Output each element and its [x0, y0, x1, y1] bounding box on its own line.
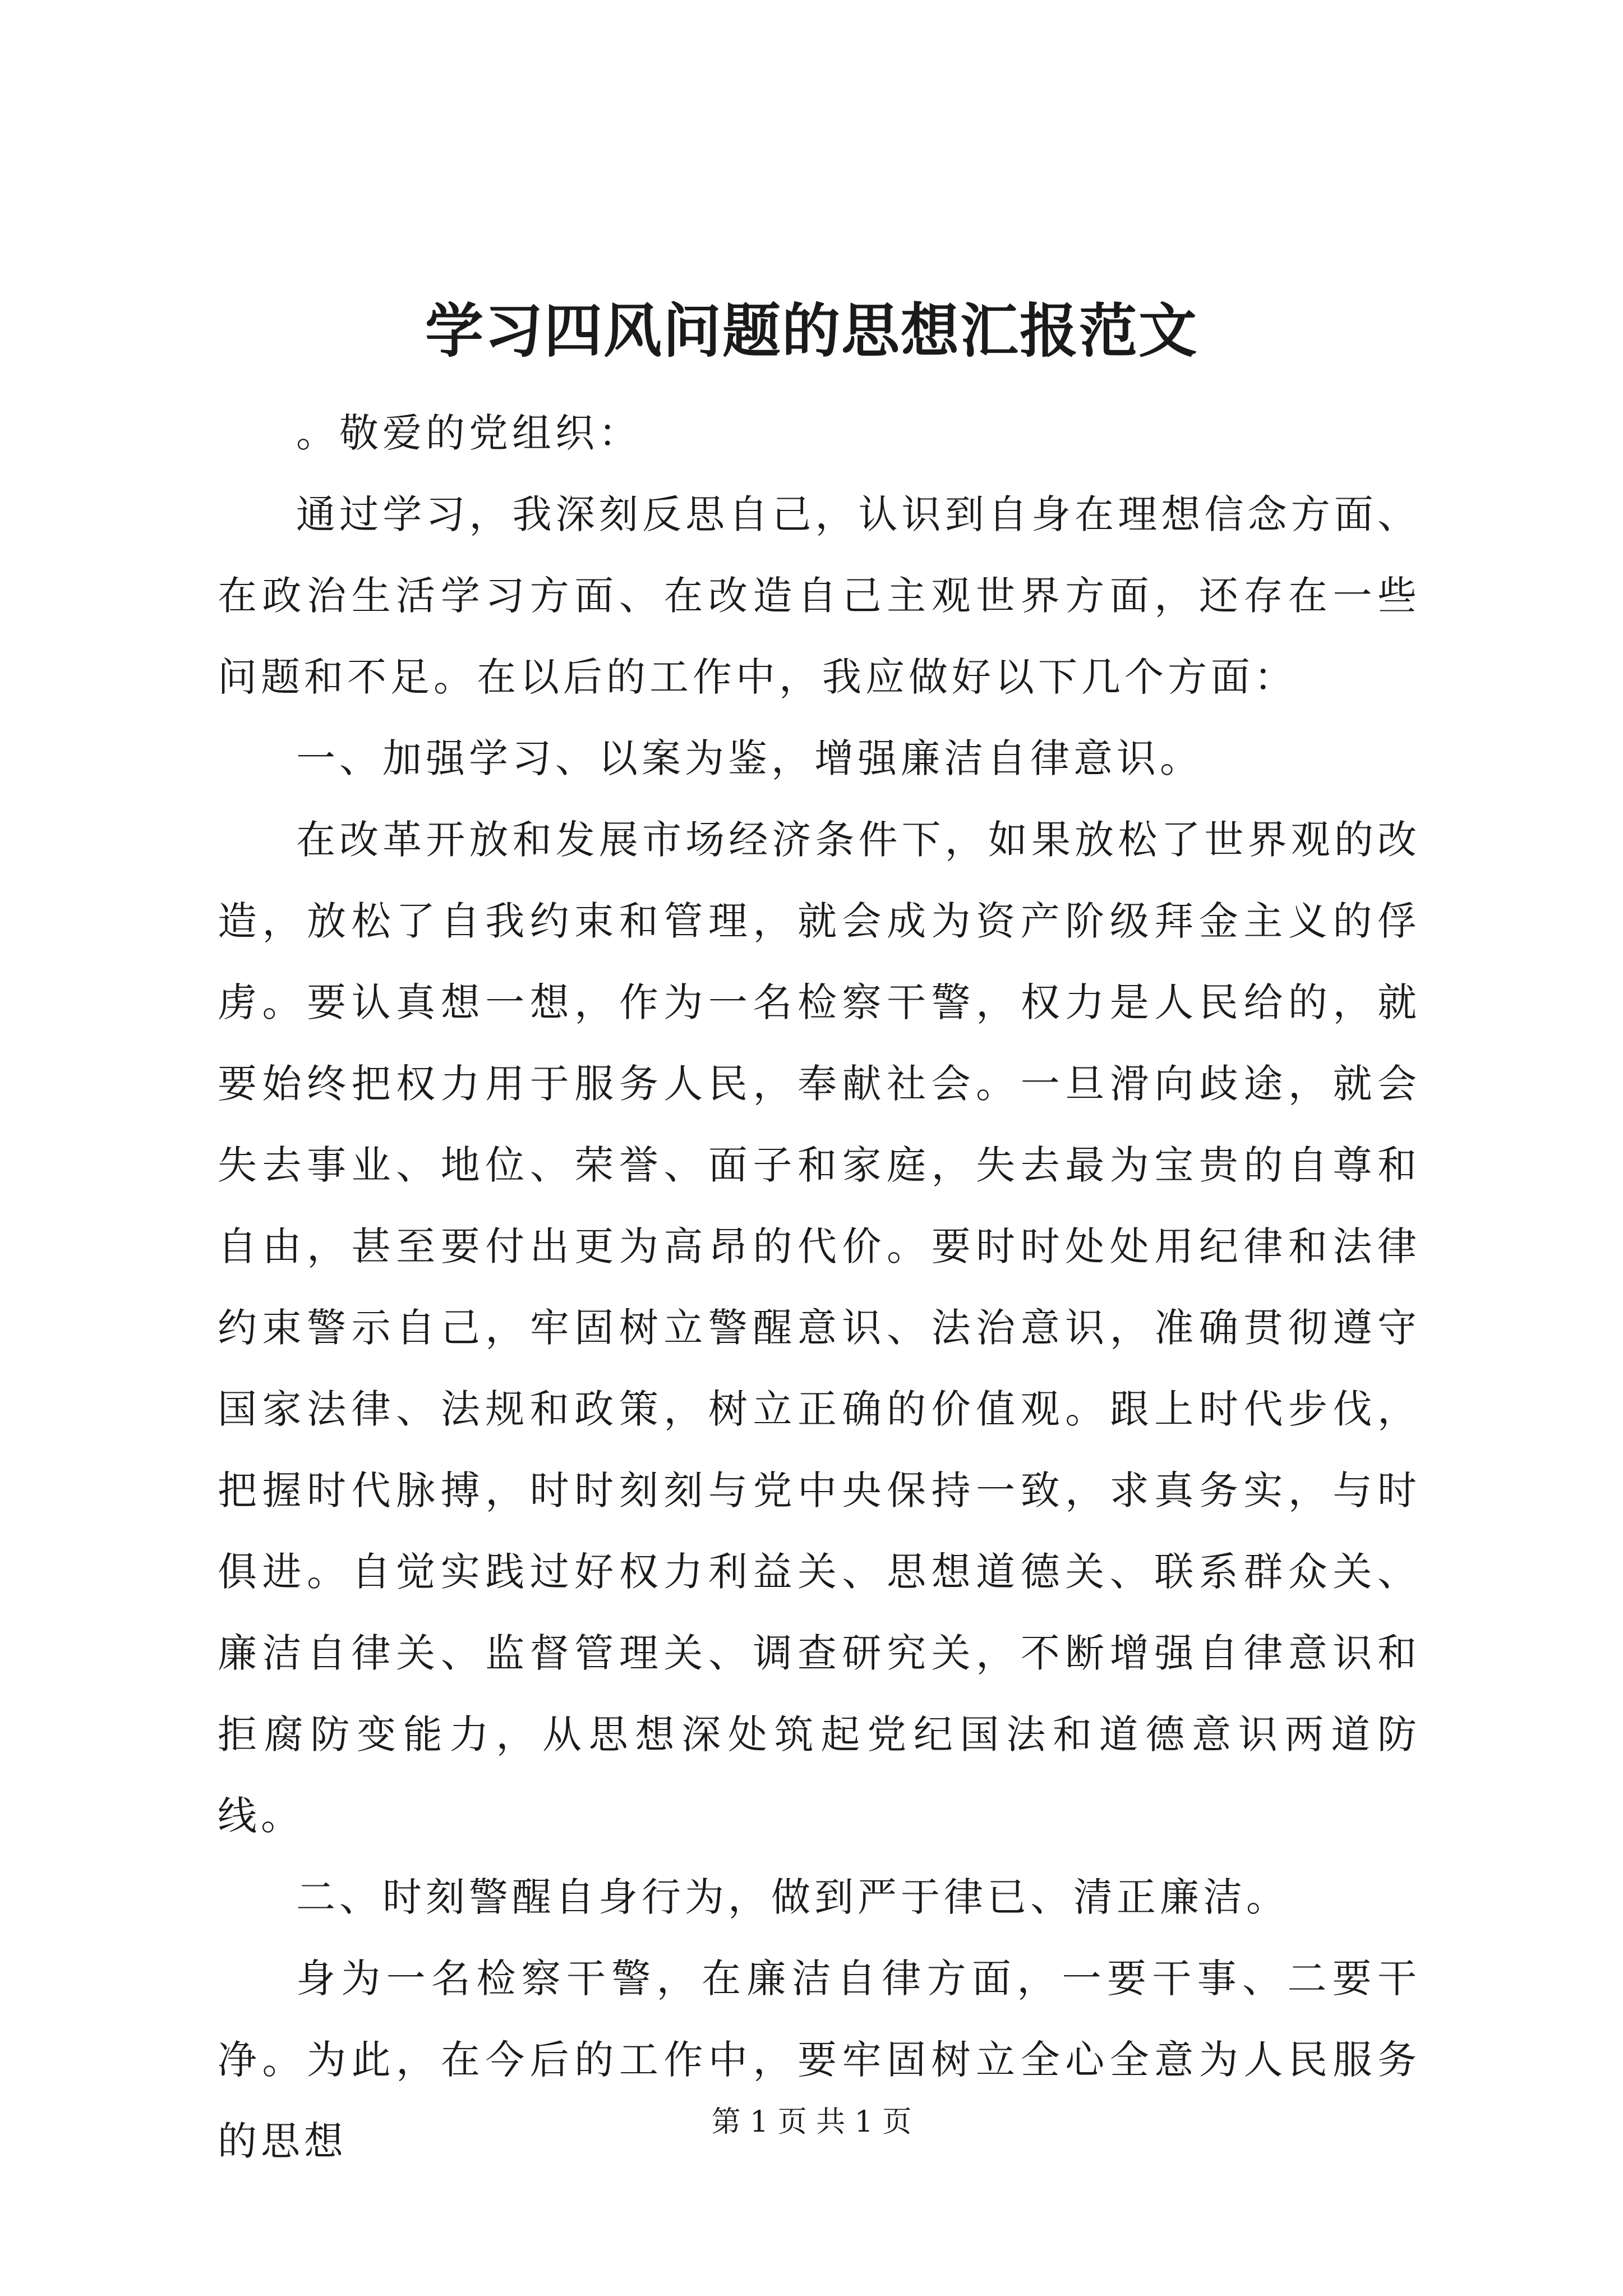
- document-title: 学习四风问题的思想汇报范文: [425, 296, 1198, 365]
- paragraph-intro: 通过学习，我深刻反思自己，认识到自身在理想信念方面、在政治生活学习方面、在改造自己主观世界方面，还存在一些问题和不足。在以后的工作中，我应做好以下几个方面：: [218, 491, 1421, 700]
- page-footer: 第 1 页 共 1 页: [711, 2105, 912, 2139]
- document-body: [218, 393, 1421, 2182]
- section-heading-1: 一、加强学习、以案为鉴，增强廉洁自律意识。: [296, 735, 1203, 781]
- paragraph-section-1: 在改革开放和发展市场经济条件下，如果放松了世界观的改造，放松了自我约束和管理，就会成为资产阶级拜金主义的俘虏。要认真想一想，作为一名检察干警，权力是人民给的，就要始终把权力用于服务人民，奉献社会。一旦滑向歧途，就会失去事业、地位、荣誉、面子和家庭，失去最为宝贵的自尊和自由，甚至要付出更为高昂的代价。要时时处处用纪律和法律约束警示自己，牢固树立警醒意识、法治意识，准确贯彻遵守国家法律、法规和政策，树立正确的价值观。跟上时代步伐，把握时代脉搏，时时刻刻与党中央保持一致，求真务实，与时俱进。自觉实践过好权力利益关、思想道德关、联系群众关、廉洁自律关、监督管理关、调查研究关，不断增强自律意识和拒腐防变能力，从思想深处筑起党纪国法和道德意识两道防线。: [218, 817, 1421, 1839]
- section-heading-2: 二、时刻警醒自身行为，做到严于律已、清正廉洁。: [296, 1874, 1289, 1920]
- salutation: 。敬爱的党组织：: [296, 410, 642, 456]
- paragraph-section-2: 身为一名检察干警，在廉洁自律方面，一要干事、二要干净。为此，在今后的工作中，要牢固树立全心全意为人民服务的思想: [218, 1955, 1421, 2164]
